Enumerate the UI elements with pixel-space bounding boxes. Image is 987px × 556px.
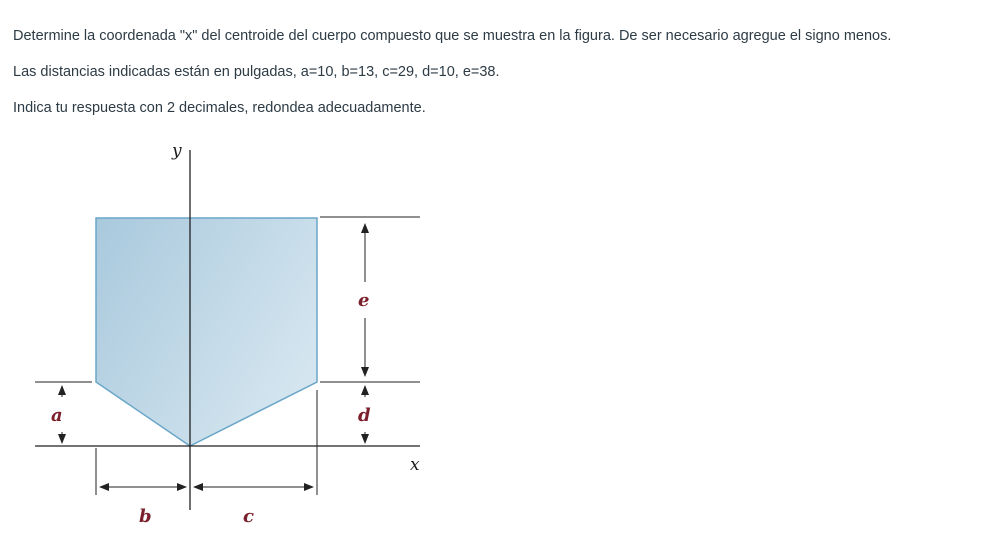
composite-shape: [96, 218, 317, 446]
x-axis-label: x: [410, 455, 420, 475]
dimension-a-label: a: [51, 405, 63, 426]
dimension-e-label: e: [358, 290, 370, 311]
dimension-d-label: d: [358, 405, 371, 426]
question-line-3: Indica tu respuesta con 2 decimales, redondea adecuadamente.: [13, 100, 426, 116]
question-line-2: Las distancias indicadas están en pulgadas, a=10, b=13, c=29, d=10, e=38.: [13, 64, 500, 80]
dimension-c-label: c: [243, 506, 254, 527]
y-axis-label: y: [172, 141, 182, 161]
dimension-b-label: b: [139, 506, 152, 527]
question-line-1: Determine la coordenada "x" del centroide del cuerpo compuesto que se muestra en la figura. De ser necesario agregue el signo menos.: [13, 28, 892, 44]
